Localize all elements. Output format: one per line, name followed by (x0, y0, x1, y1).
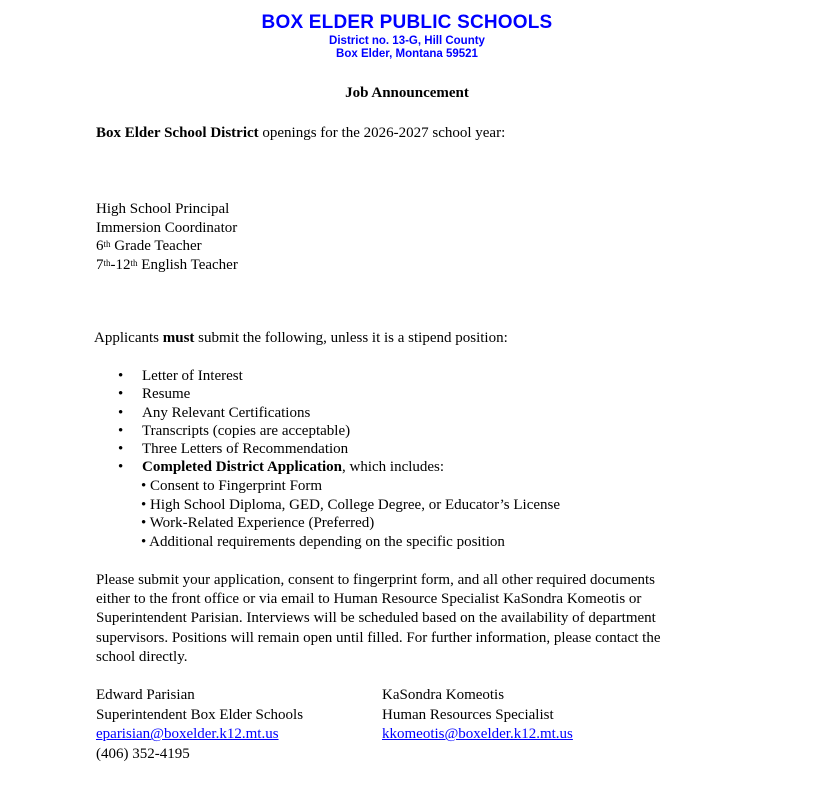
list-item (118, 385, 444, 403)
position-immersion-coordinator: Immersion Coordinator (96, 220, 238, 236)
district-line: District no. 13-G, Hill County (329, 35, 485, 47)
list-item (118, 440, 444, 458)
bullet-icon: • (118, 422, 124, 439)
requirements-intro-post: submit the following, unless it is a stipend position: (194, 330, 508, 346)
intro-text: openings for the 2026-2027 school year: (258, 125, 506, 141)
bullet-icon: • (118, 441, 124, 458)
grade-end-suffix: th (130, 258, 138, 268)
application-item-text: , which includes: (342, 459, 445, 476)
requirements-list (118, 367, 444, 477)
superintendent-email-link[interactable]: eparisian@boxelder.k12.mt.us (96, 726, 279, 743)
list-item: • Consent to Fingerprint Form (141, 478, 323, 494)
submission-paragraph: Please submit your application, consent to fingerprint form, and all other required documents either to the front office or via email to Human Resource Specialist KaSondra Komeotis or Superintendent Parisian. Interviews will be scheduled based on the availability of department supervisors. Positions will remain open until filled. For further information, please contact the school directly. (96, 572, 661, 665)
list-item (118, 422, 444, 440)
contact-phone: (406) 352-4195 (96, 745, 190, 762)
grade-start-suffix: th (103, 258, 111, 268)
list-item (118, 458, 444, 476)
grade-start: 7 (96, 257, 104, 273)
requirements-intro-emphasis: must (162, 330, 195, 346)
requirement-text: Any Relevant Certifications (142, 404, 311, 421)
school-name-heading: BOX ELDER PUBLIC SCHOOLS (261, 12, 553, 33)
requirement-text: Resume (142, 386, 191, 403)
application-includes-list (141, 477, 560, 551)
position-title: English Teacher (137, 257, 238, 273)
list-item: • High School Diploma, GED, College Degree, or Educator’s License (141, 496, 561, 513)
grade-suffix: th (103, 239, 111, 249)
requirement-text: Three Letters of Recommendation (142, 441, 349, 458)
bullet-icon: • (118, 386, 124, 403)
hr-email-link[interactable]: kkomeotis@boxelder.k12.mt.us (382, 726, 573, 743)
requirement-text: Letter of Interest (142, 368, 243, 384)
intro-line (96, 124, 505, 142)
contact-title: Human Resources Specialist (382, 706, 554, 723)
announcement-heading: Job Announcement (345, 85, 469, 101)
list-item: • Additional requirements depending on the specific position (141, 533, 505, 550)
contact-name: Edward Parisian (96, 687, 195, 703)
requirements-intro-pre: Applicants (94, 330, 163, 346)
list-item (118, 404, 444, 422)
intro-district-name: Box Elder School District (96, 125, 259, 141)
contact-left (96, 686, 303, 764)
position-principal: High School Principal (96, 201, 230, 217)
position-english-teacher (96, 256, 238, 274)
address-line: Box Elder, Montana 59521 (336, 48, 478, 60)
requirement-text: Transcripts (copies are acceptable) (142, 422, 351, 439)
requirements-intro (94, 329, 508, 347)
bullet-icon: • (118, 404, 124, 421)
position-title: Grade Teacher (110, 238, 202, 254)
bullet-icon: • (118, 459, 124, 476)
application-item-title: Completed District Application (142, 459, 342, 476)
bullet-icon: • (118, 368, 124, 384)
position-6th-grade-teacher (96, 237, 202, 255)
contact-right (382, 686, 573, 745)
contact-title: Superintendent Box Elder Schools (96, 706, 304, 723)
list-item: • Work-Related Experience (Preferred) (141, 515, 375, 531)
grade-number: 6 (96, 238, 104, 254)
contact-name: KaSondra Komeotis (382, 687, 505, 703)
grade-end: -12 (110, 257, 131, 273)
list-item (118, 367, 444, 385)
